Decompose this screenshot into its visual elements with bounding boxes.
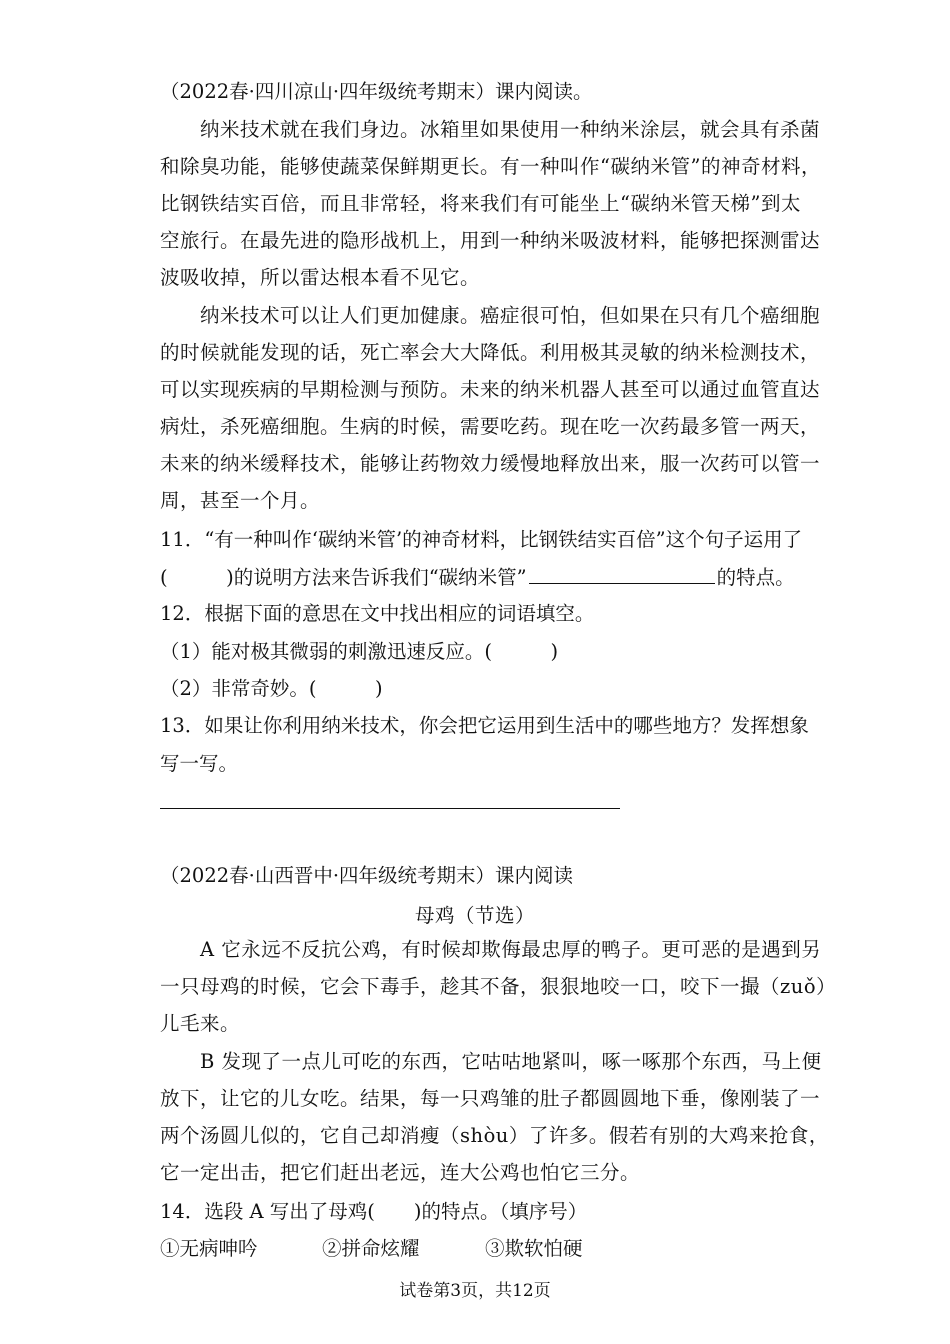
paragraph-line: 的时候就能发现的话，死亡率会大大降低。利用极其灵敏的纳米检测技术， [160,341,821,364]
question-14: 14．选段 A 写出了母鸡( )的特点。（填序号） [160,1200,588,1223]
answer-line[interactable] [160,808,620,809]
option-3[interactable]: ③欺软怕硬 [485,1237,583,1260]
section2-source: （2022春·山西晋中·四年级统考期末）课内阅读 [160,864,574,887]
option-1[interactable]: ①无病呻吟 [160,1237,258,1260]
paragraph-line: B 发现了一点儿可吃的东西，它咕咕地紧叫，啄一啄那个东西，马上便 [160,1050,822,1073]
question-13-line1: 13．如果让你利用纳米技术，你会把它运用到生活中的哪些地方？发挥想象 [160,714,809,737]
question-12-1: （1）能对极其微弱的刺激迅速反应。( ) [160,640,559,663]
paragraph-line: 病灶，杀死癌细胞。生病的时候，需要吃药。现在吃一次药最多管一两天， [160,415,821,438]
paragraph-line: 空旅行。在最先进的隐形战机上，用到一种纳米吸波材料，能够把探测雷达 [160,229,821,252]
question-13-line2: 写一写。 [160,752,239,775]
section1-source: （2022春·四川凉山·四年级统考期末）课内阅读。 [160,80,593,103]
paragraph-line: 可以实现疾病的早期检测与预防。未来的纳米机器人甚至可以通过血管直达 [160,378,821,401]
question-12-2: （2）非常奇妙。( ) [160,677,383,700]
question-11-text-b: 的特点。 [716,566,795,589]
paragraph-line: 放下，让它的儿女吃。结果，每一只鸡雏的肚子都圆圆地下垂，像刚装了一 [160,1087,821,1110]
paragraph-line: 周，甚至一个月。 [160,489,321,512]
paragraph-line: 和除臭功能，能够使蔬菜保鲜期更长。有一种叫作“碳纳米管”的神奇材料， [160,155,821,178]
option-2[interactable]: ②拼命炫耀 [322,1237,420,1260]
paragraph-line: 两个汤圆儿似的，它自己却消瘦（shòu）了许多。假若有别的大鸡来抢食， [160,1124,829,1147]
paragraph-line: 一只母鸡的时候，它会下毒手，趁其不备，狠狠地咬一口，咬下一撮（zuǒ） [160,975,837,998]
question-11-text-a: ( )的说明方法来告诉我们“碳纳米管” [160,566,527,589]
paragraph-line: 纳米技术就在我们身边。冰箱里如果使用一种纳米涂层，就会具有杀菌 [160,118,821,141]
paragraph-line: 比钢铁结实百倍，而且非常轻，将来我们有可能坐上“碳纳米管天梯”到太 [160,192,801,215]
paragraph-line: 纳米技术可以让人们更加健康。癌症很可怕，但如果在只有几个癌细胞 [160,304,821,327]
question-11-line2 [160,565,795,590]
page-footer: 试卷第3页，共12页 [399,1281,551,1301]
paragraph-line: 波吸收掉，所以雷达根本看不见它。 [160,266,481,289]
paragraph-line: 儿毛来。 [160,1012,241,1035]
paragraph-line: A 它永远不反抗公鸡，有时候却欺侮最忠厚的鸭子。更可恶的是遇到另 [160,938,822,961]
paragraph-line: 未来的纳米缓释技术，能够让药物效力缓慢地释放出来，服一次药可以管一 [160,452,821,475]
passage-title: 母鸡（节选） [414,904,535,927]
question-11-line1: 11．“有一种叫作‘碳纳米管’的神奇材料，比钢铁结实百倍”这个句子运用了 [160,528,803,551]
answer-blank[interactable] [529,565,715,584]
paragraph-line: 它一定出击，把它们赶出老远，连大公鸡也怕它三分。 [160,1161,641,1184]
question-12: 12．根据下面的意思在文中找出相应的词语填空。 [160,602,595,625]
